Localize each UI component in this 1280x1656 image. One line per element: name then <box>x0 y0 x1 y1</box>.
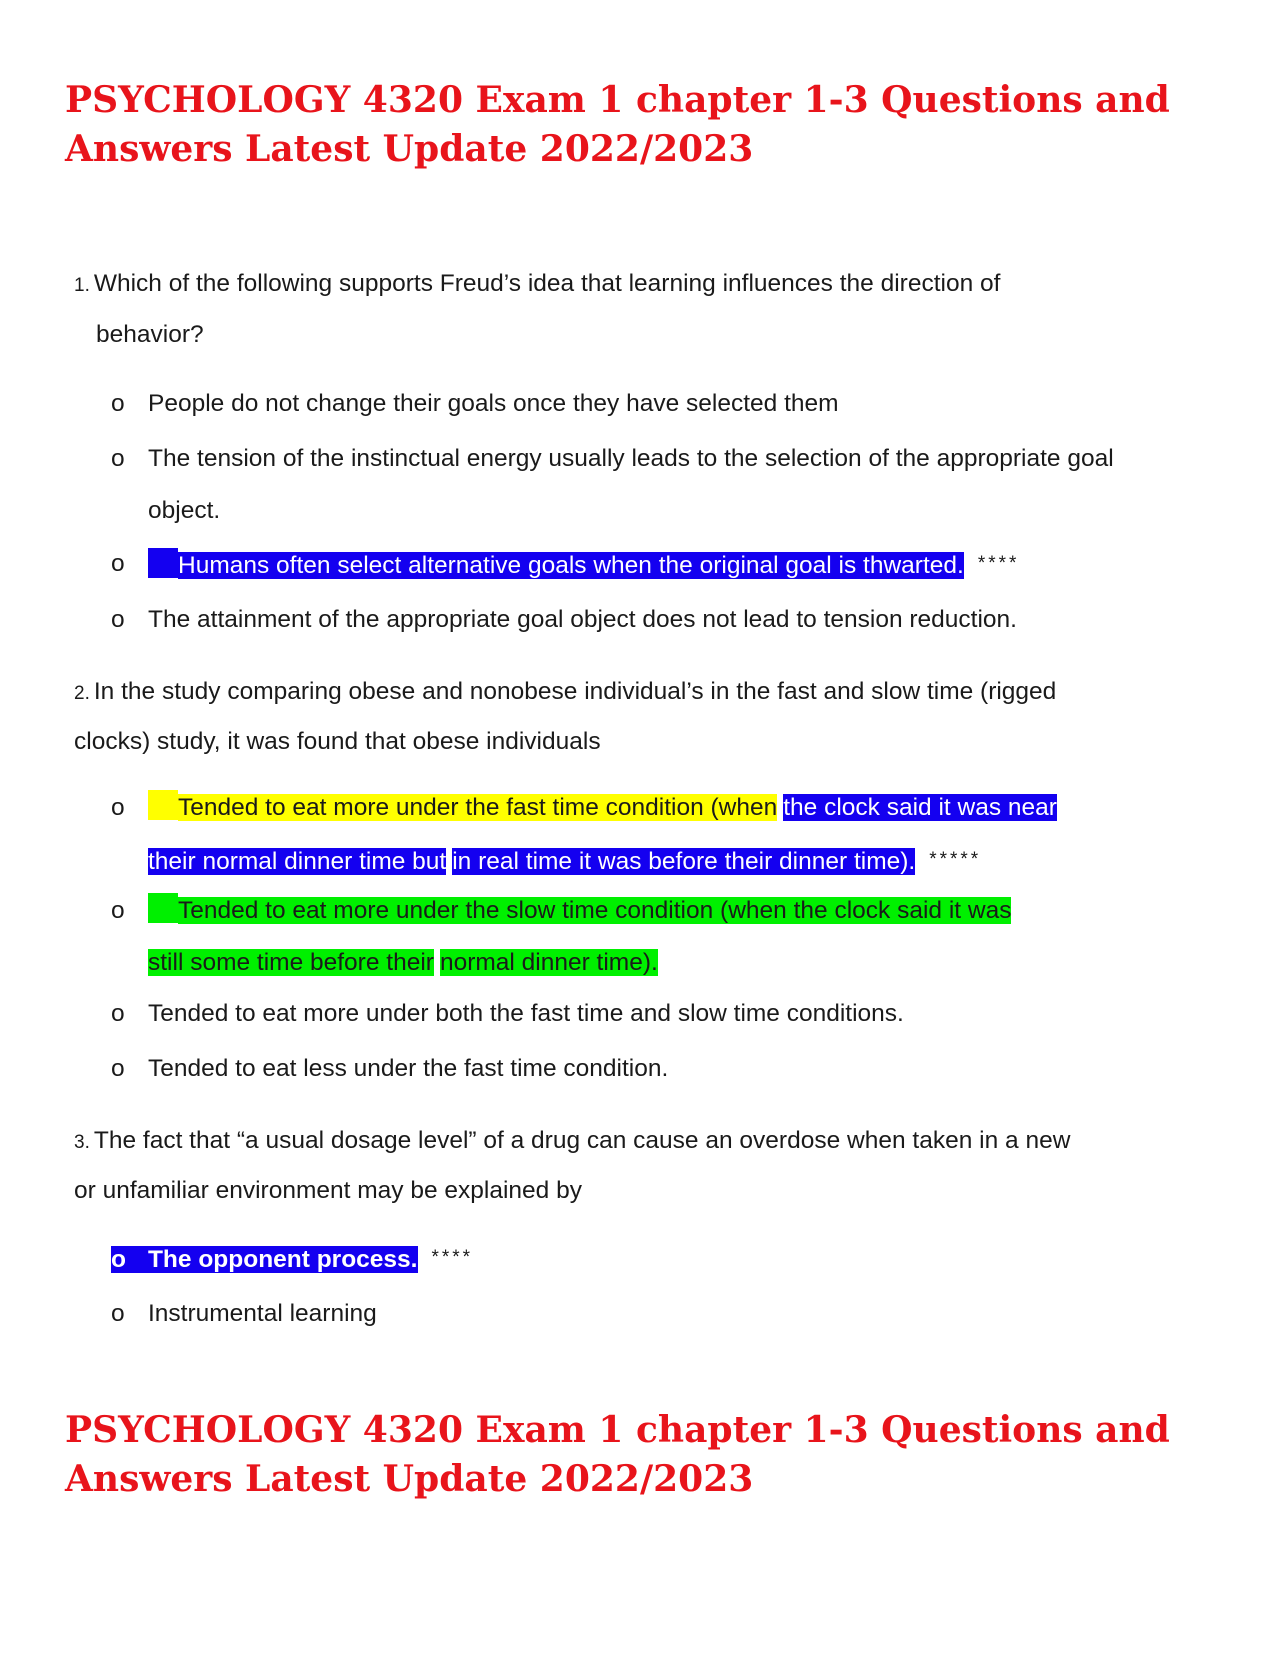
bullet-marker: o <box>111 1000 125 1027</box>
question-2-option-1-continued <box>148 841 981 881</box>
question-1-option-3-correct <box>148 545 1019 585</box>
question-2-option-2 <box>148 892 1011 930</box>
question-1-option-1: People do not change their goals once they have selected them <box>148 390 839 417</box>
question-2-option-2-continued <box>148 944 658 982</box>
bullet-marker: o <box>111 606 125 633</box>
footer-title-line-2: Answers Latest Update 2022/2023 <box>65 1458 754 1500</box>
question-number: 1. <box>74 275 90 296</box>
bullet-marker: o <box>111 445 125 472</box>
footer-title <box>65 1406 1215 1504</box>
bullet-marker: o <box>111 794 125 821</box>
answer-highlight-green: still some time before their <box>148 949 434 976</box>
answer-highlight-yellow: Tended to eat more under the fast time condition (when <box>178 794 778 821</box>
answer-highlight-green: Tended to eat more under the slow time condition (when the clock said it was <box>178 897 1012 924</box>
highlight-pad <box>148 790 178 820</box>
question-2-option-1-correct <box>148 789 1057 827</box>
highlight-pad <box>148 548 178 578</box>
bullet-marker: o <box>111 897 125 924</box>
question-3-option-1-correct <box>111 1239 473 1279</box>
question-2-option-4: Tended to eat less under the fast time condition. <box>148 1055 669 1082</box>
answer-highlight: Humans often select alternative goals when the original goal is thwarted. <box>178 552 964 579</box>
page-title-line-1: PSYCHOLOGY 4320 Exam 1 chapter 1-3 Questions and <box>65 79 1170 121</box>
page-title <box>65 76 1215 174</box>
question-2-text-continued: clocks) study, it was found that obese individuals <box>74 728 601 755</box>
question-1-option-4: The attainment of the appropriate goal object does not lead to tension reduction. <box>148 606 1017 633</box>
question-3-option-2: Instrumental learning <box>148 1300 377 1327</box>
question-3-text: 3. The fact that “a usual dosage level” of a drug can cause an overdose when taken in a new <box>74 1127 1071 1154</box>
correct-answer-marker: **** <box>977 553 1020 574</box>
bullet-marker: o <box>111 1246 126 1273</box>
bullet-marker: o <box>111 1055 125 1082</box>
footer-title-line-1: PSYCHOLOGY 4320 Exam 1 chapter 1-3 Questions and <box>65 1409 1170 1451</box>
question-number: 3. <box>74 1132 90 1153</box>
question-2-option-3: Tended to eat more under both the fast time and slow time conditions. <box>148 1000 904 1027</box>
answer-highlight-blue: the clock said it was near <box>783 794 1057 821</box>
bullet-marker: o <box>111 550 125 577</box>
question-1-option-2-continued: object. <box>148 497 221 524</box>
bullet-marker: o <box>111 1300 125 1327</box>
answer-highlight-blue: in real time it was before their dinner time). <box>452 848 916 875</box>
correct-answer-marker: ***** <box>929 849 982 870</box>
answer-highlight-blue: their normal dinner time but <box>148 848 447 875</box>
answer-highlight: o The opponent process. <box>111 1246 418 1273</box>
question-2-text: 2. In the study comparing obese and nonobese individual’s in the fast and slow time (rigged <box>74 678 1057 705</box>
correct-answer-marker: **** <box>431 1247 474 1268</box>
highlight-pad <box>148 893 178 923</box>
answer-highlight-green: normal dinner time). <box>439 949 658 976</box>
page-title-line-2: Answers Latest Update 2022/2023 <box>65 128 754 170</box>
question-1-option-2: The tension of the instinctual energy usually leads to the selection of the appropriate goal <box>148 445 1114 472</box>
question-1-text-continued: behavior? <box>96 321 204 348</box>
question-1-text: 1. Which of the following supports Freud’s idea that learning influences the direction of <box>74 270 1001 297</box>
bullet-marker: o <box>111 390 125 417</box>
question-number: 2. <box>74 683 90 704</box>
question-3-text-continued: or unfamiliar environment may be explained by <box>74 1177 582 1204</box>
